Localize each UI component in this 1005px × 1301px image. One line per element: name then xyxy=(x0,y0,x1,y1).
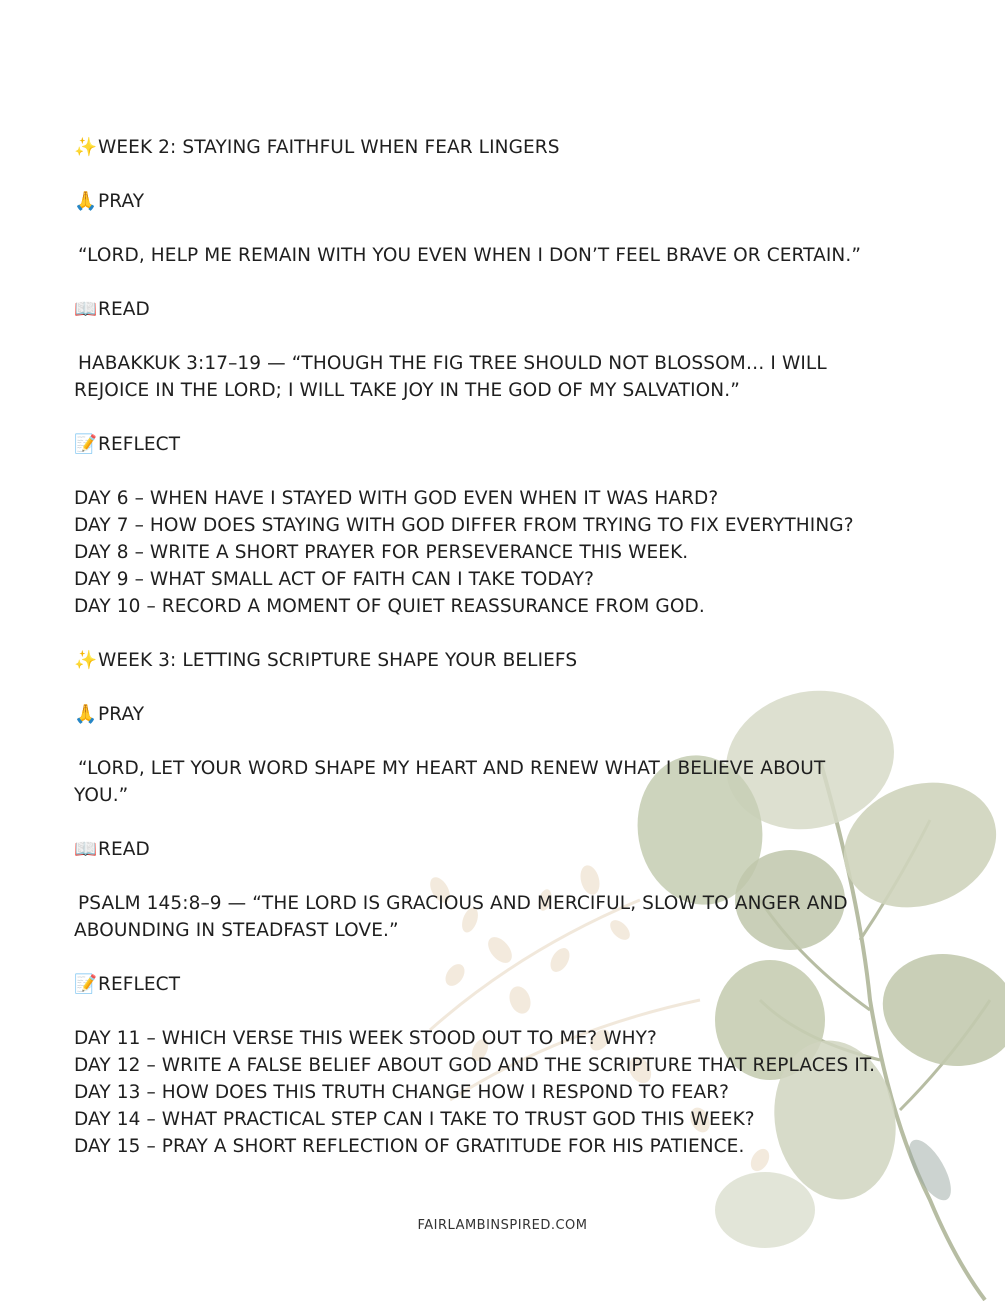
day-prompt: DAY 12 – WRITE A FALSE BELIEF ABOUT GOD AND THE SCRIPTURE THAT REPLACES IT. xyxy=(74,1055,876,1076)
day-prompt: DAY 6 – WHEN HAVE I STAYED WITH GOD EVEN WHEN IT WAS HARD? xyxy=(74,488,719,509)
week-3-heading: ✨WEEK 3: LETTING SCRIPTURE SHAPE YOUR BELIEFS xyxy=(74,647,954,674)
sparkles-icon: ✨ xyxy=(74,137,98,158)
day-prompt: DAY 13 – HOW DOES THIS TRUTH CHANGE HOW I RESPOND TO FEAR? xyxy=(74,1082,730,1103)
day-prompt: DAY 9 – WHAT SMALL ACT OF FAITH CAN I TAKE TODAY? xyxy=(74,569,595,590)
day-prompt: DAY 14 – WHAT PRACTICAL STEP CAN I TAKE TO TRUST GOD THIS WEEK? xyxy=(74,1109,755,1130)
prayer-text: “LORD, LET YOUR WORD SHAPE MY HEART AND RENEW WHAT I BELIEVE ABOUT xyxy=(78,758,826,779)
prayer-text-continued: YOU.” xyxy=(74,785,129,806)
reflect-label: 📝REFLECT xyxy=(74,431,954,458)
day-prompt: DAY 7 – HOW DOES STAYING WITH GOD DIFFER FROM TRYING TO FIX EVERYTHING? xyxy=(74,515,854,536)
prayer-text: “LORD, HELP ME REMAIN WITH YOU EVEN WHEN I DON’T FEEL BRAVE OR CERTAIN.” xyxy=(78,245,862,266)
praying-hands-icon: 🙏 xyxy=(74,704,98,725)
scripture-reference: HABAKKUK 3:17–19 — “THOUGH THE FIG TREE SHOULD NOT BLOSSOM… I WILL xyxy=(78,353,827,374)
week-2-section xyxy=(74,134,954,620)
sparkles-icon: ✨ xyxy=(74,650,98,671)
footer-website: FAIRLAMBINSPIRED.COM xyxy=(417,1218,588,1233)
scripture-reference-continued: ABOUNDING IN STEADFAST LOVE.” xyxy=(74,920,399,941)
week-3-section xyxy=(74,647,954,1160)
devotional-content xyxy=(74,134,954,1160)
day-prompt: DAY 15 – PRAY A SHORT REFLECTION OF GRATITUDE FOR HIS PATIENCE. xyxy=(74,1136,745,1157)
open-book-icon: 📖 xyxy=(74,299,98,320)
pray-label: 🙏PRAY xyxy=(74,701,954,728)
pray-label: 🙏PRAY xyxy=(74,188,954,215)
scripture-reference: PSALM 145:8–9 — “THE LORD IS GRACIOUS AND MERCIFUL, SLOW TO ANGER AND xyxy=(78,893,848,914)
day-prompt: DAY 8 – WRITE A SHORT PRAYER FOR PERSEVERANCE THIS WEEK. xyxy=(74,542,689,563)
reflect-label: 📝REFLECT xyxy=(74,971,954,998)
week-2-heading: ✨WEEK 2: STAYING FAITHFUL WHEN FEAR LINGERS xyxy=(74,134,954,161)
scripture-reference-continued: REJOICE IN THE LORD; I WILL TAKE JOY IN THE GOD OF MY SALVATION.” xyxy=(74,380,740,401)
day-prompt: DAY 11 – WHICH VERSE THIS WEEK STOOD OUT TO ME? WHY? xyxy=(74,1028,657,1049)
read-label: 📖READ xyxy=(74,296,954,323)
praying-hands-icon: 🙏 xyxy=(74,191,98,212)
open-book-icon: 📖 xyxy=(74,839,98,860)
day-prompt: DAY 10 – RECORD A MOMENT OF QUIET REASSURANCE FROM GOD. xyxy=(74,596,705,617)
memo-icon: 📝 xyxy=(74,974,98,995)
read-label: 📖READ xyxy=(74,836,954,863)
memo-icon: 📝 xyxy=(74,434,98,455)
